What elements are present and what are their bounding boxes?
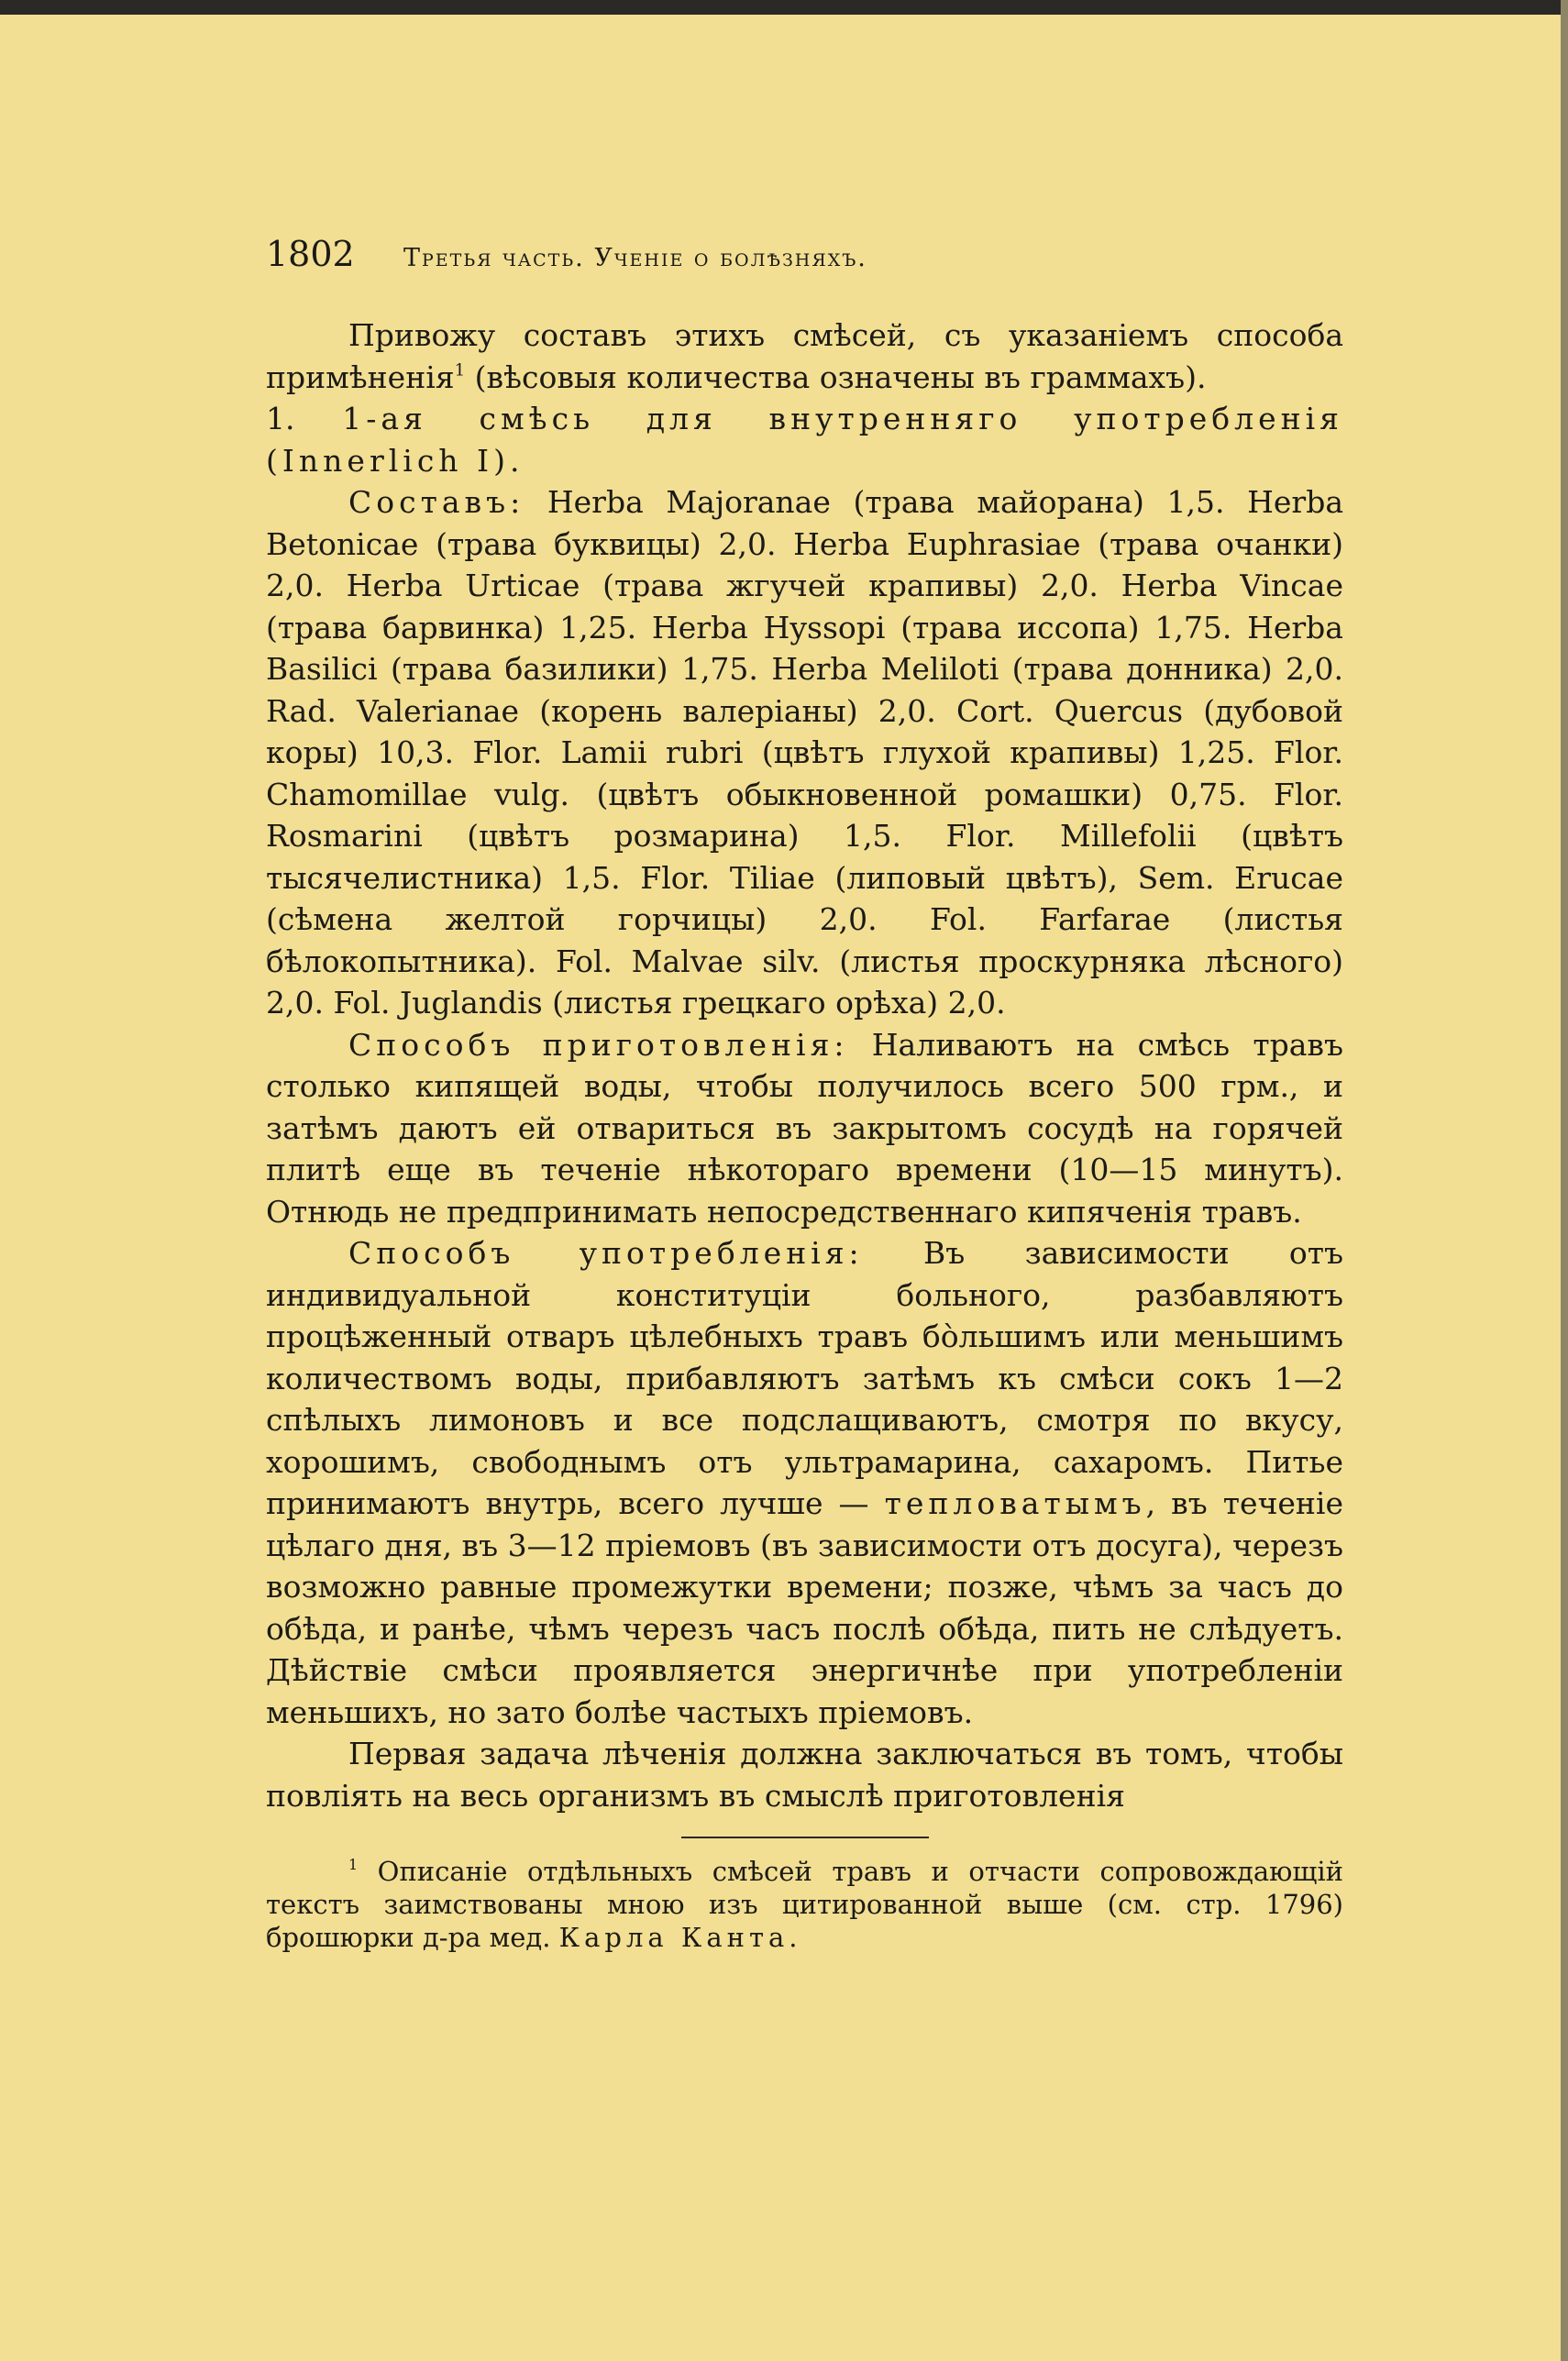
- usage-text: Въ зависимости отъ индивидуальной конституцiи больного, разбавляютъ процѣженный отваръ цѣлебныхъ травъ бо̀льшимъ или меньшимъ количествомъ воды, прибавляютъ затѣмъ къ смѣси сокъ 1—2 спѣлыхъ лимоновъ и все подслащиваютъ, смотря по вкусу, хорошимъ, свободнымъ отъ ультрамарина, сахаромъ. Питье принимаютъ внутрь, всего лучше —: [266, 1235, 1343, 1521]
- composition-paragraph: [266, 481, 1343, 1024]
- preparation-text: Наливаютъ на смѣсь травъ столько кипящей воды, чтобы получилось всего 500 грм., и затѣмъ даютъ ей отвариться въ закрытомъ сосудѣ на горячей плитѣ еще въ теченiе нѣкотораго времени (10—15 минутъ). Отнюдь не предпринимать непосредственнаго кипяченiя травъ.: [266, 1026, 1343, 1230]
- preparation-label: Способъ приготовленiя:: [348, 1026, 849, 1063]
- footnote-text: Описанiе отдѣльныхъ смѣсей травъ и отчасти сопровождающiй текстъ заимствованы мною изъ цитированной выше (см. стр. 1796) брошюрки д-ра мед.: [266, 1856, 1343, 1953]
- intro-paragraph: [266, 314, 1343, 398]
- footnote-text-end: .: [789, 1922, 798, 1953]
- section-heading: [266, 398, 1343, 481]
- closing-text: Первая задача лѣченiя должна заключаться въ томъ, чтобы повлiять на весь организмъ въ смыслѣ приготовленiя: [266, 1736, 1343, 1814]
- footnote-reference: 1: [454, 359, 466, 380]
- section-title: 1-ая смѣсь для внутренняго употребленiя (Innerlich I).: [266, 401, 1343, 479]
- footnote-rule: [681, 1837, 929, 1838]
- footnote-marker: 1: [348, 1856, 359, 1874]
- page-header: [266, 234, 1343, 289]
- usage-paragraph: [266, 1232, 1343, 1733]
- intro-text-end: (вѣсовыя количества означены въ граммахъ).: [465, 359, 1207, 395]
- book-page: [266, 234, 1343, 1954]
- usage-label: Способъ употребленiя:: [348, 1235, 864, 1271]
- scan-right-edge: [1561, 0, 1568, 2361]
- preparation-paragraph: [266, 1024, 1343, 1233]
- usage-emphasis: тепловатымъ: [884, 1485, 1146, 1521]
- intro-text: Привожу составъ этихъ смѣсей, съ указанiемъ способа примѣненiя: [266, 317, 1343, 395]
- body-text: [266, 314, 1343, 1816]
- composition-label: Составъ:: [348, 484, 525, 520]
- footnote: [266, 1855, 1343, 1954]
- footnote-author: Карла Канта: [558, 1922, 790, 1953]
- closing-paragraph: [266, 1733, 1343, 1816]
- scan-top-edge: [0, 0, 1568, 15]
- usage-text-end: , въ теченiе цѣлаго дня, въ 3—12 прiемовъ (въ зависимости отъ досуга), черезъ возможно равные промежутки времени; позже, чѣмъ за часъ до обѣда, и ранѣе, чѣмъ черезъ часъ послѣ обѣда, пить не слѣдуетъ. Дѣйствiе смѣси проявляется энергичнѣе при употребленiи меньшихъ, но зато болѣе частыхъ прiемовъ.: [266, 1485, 1343, 1730]
- section-number: 1.: [266, 401, 295, 436]
- running-title: Третья часть. Ученiе о болѣзняхъ.: [403, 244, 867, 272]
- page-number: 1802: [266, 234, 355, 274]
- composition-text: Herba Majoranae (трава майорана) 1,5. Herba Betonicae (трава буквицы) 2,0. Herba Euphrasiae (трава очанки) 2,0. Herba Urticae (трава жгучей крапивы) 2,0. Herba Vincae (трава барвинка) 1,25. Herba Hyssopi (трава иссопа) 1,75. Herba Basilici (трава базилики) 1,75. Herba Meliloti (трава донника) 2,0. Rad. Valerianae (корень валерiаны) 2,0. Cort. Quercus (дубовой коры) 10,3. Flor. Lamii rubri (цвѣтъ глухой крапивы) 1,25. Flor. Chamomillae vulg. (цвѣтъ обыкновенной ромашки) 0,75. Flor. Rosmarini (цвѣтъ розмарина) 1,5. Flor. Millefolii (цвѣтъ тысячелистника) 1,5. Flor. Tiliae (липовый цвѣтъ), Sem. Erucae (сѣмена желтой горчицы) 2,0. Fol. Farfarae (листья бѣлокопытника). Fol. Malvae silv. (листья проскурняка лѣсного) 2,0. Fol. Juglandis (листья грецкаго орѣха) 2,0.: [266, 484, 1343, 1021]
